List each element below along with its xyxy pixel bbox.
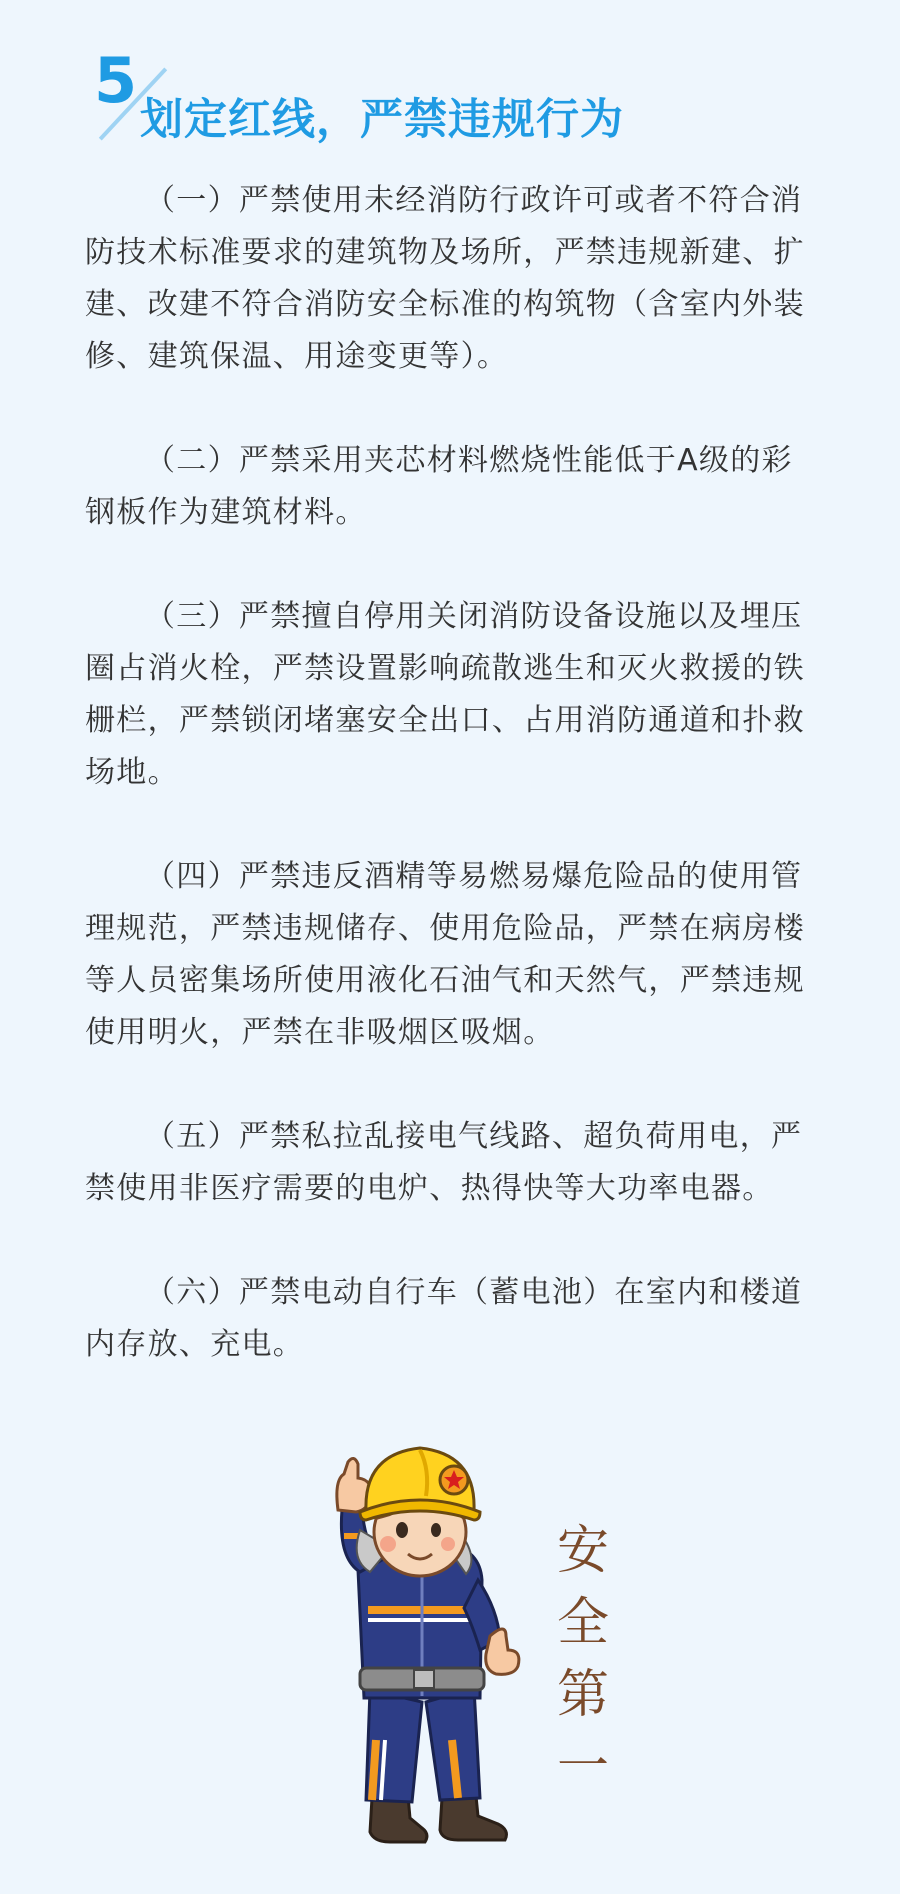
belt-buckle bbox=[414, 1670, 434, 1688]
rule-paragraph-4: （四）严禁违反酒精等易燃易爆危险品的使用管理规范，严禁违规储存、使用危险品，严禁在病房楼等人员密集场所使用液化石油气和天然气，严禁违规使用明火，严禁在非吸烟区吸烟。 bbox=[85, 859, 805, 1050]
slogan-char-4: 一 bbox=[556, 1737, 609, 1797]
slogan-char-2: 全 bbox=[556, 1593, 609, 1653]
section-title: 划定红线，严禁违规行为 bbox=[140, 95, 624, 145]
right-cheek bbox=[441, 1537, 455, 1551]
rule-paragraph-5: （五）严禁私拉乱接电气线路、超负荷用电，严禁使用非医疗需要的电炉、热得快等大功率电器。 bbox=[85, 1119, 803, 1206]
slogan-char-3: 第 bbox=[556, 1665, 609, 1725]
rule-paragraph-1: （一）严禁使用未经消防行政许可或者不符合消防技术标准要求的建筑物及场所，严禁违规新建、扩建、改建不符合消防安全标准的构筑物（含室内外装修、建筑保温、用途变更等）。 bbox=[85, 183, 805, 374]
section-number: 5 bbox=[94, 44, 138, 117]
rule-paragraph-3: （三）严禁擅自停用关闭消防设备设施以及埋压圈占消火栓，严禁设置影响疏散逃生和灭火救援的铁栅栏，严禁锁闭堵塞安全出口、占用消防通道和扑救场地。 bbox=[85, 599, 805, 790]
right-boot bbox=[440, 1796, 506, 1840]
rule-paragraph-6: （六）严禁电动自行车（蓄电池）在室内和楼道内存放、充电。 bbox=[85, 1275, 803, 1362]
right-eye bbox=[431, 1523, 441, 1537]
section-heading bbox=[94, 44, 814, 150]
rules-list bbox=[85, 175, 815, 1423]
slogan-char-1: 安 bbox=[556, 1521, 609, 1581]
left-eye bbox=[396, 1522, 408, 1538]
slogan-vertical bbox=[548, 1515, 618, 1803]
left-leg-stripe bbox=[372, 1740, 376, 1800]
left-cheek bbox=[380, 1536, 396, 1552]
rule-paragraph-2: （二）严禁采用夹芯材料燃烧性能低于A级的彩钢板作为建筑材料。 bbox=[85, 443, 793, 530]
right-hand bbox=[486, 1629, 519, 1674]
